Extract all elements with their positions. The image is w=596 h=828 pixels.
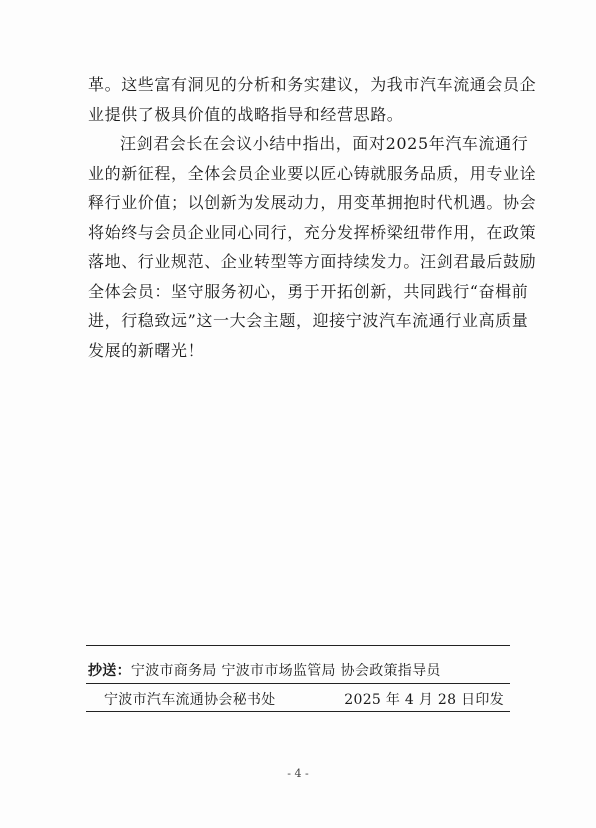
cc-label: 抄送： xyxy=(88,663,131,679)
text-line: 释行业价值；以创新为发展动力，用变革拥抱时代机遇。协会 xyxy=(88,193,537,212)
text-line: 落地、行业规范、企业转型等方面持续发力。汪剑君最后鼓励 xyxy=(88,252,537,271)
footer-middle-rule xyxy=(86,683,510,684)
body-text xyxy=(88,70,537,365)
issuer: 宁波市汽车流通协会秘书处 xyxy=(104,692,276,708)
text-line: 进，行稳致远”这一大会主题，迎接宁波汽车流通行业高质量 xyxy=(88,311,529,330)
text-line: 全体会员：坚守服务初心，勇于开拓创新，共同践行“奋楫前 xyxy=(88,281,529,301)
text-line: 汪剑君会长在会议小结中指出，面对2025年汽车流通行 xyxy=(120,134,529,153)
paragraph-1 xyxy=(88,70,537,129)
paragraph-2 xyxy=(88,129,537,365)
cc-line xyxy=(88,660,441,680)
page-number: - 4 - xyxy=(287,767,309,780)
issue-date: 2025 年 4 月 28 日印发 xyxy=(344,692,504,708)
text-line: 革。这些富有洞见的分析和务实建议，为我市汽车流通会员企 xyxy=(88,75,537,94)
text-line: 业提供了极具价值的战略指导和经营思路。 xyxy=(88,104,404,124)
text-line: 发展的新曙光！ xyxy=(88,340,205,360)
footer-top-rule xyxy=(86,645,510,646)
footer-bottom-rule xyxy=(86,711,510,712)
text-line: 业的新征程，全体会员企业要以匠心铸就服务品质，用专业诠 xyxy=(88,163,537,183)
issuer-line xyxy=(104,689,504,709)
cc-recipients: 宁波市商务局 宁波市市场监管局 协会政策指导员 xyxy=(130,663,441,679)
text-line: 将始终与会员企业同心同行，充分发挥桥梁纽带作用，在政策 xyxy=(88,222,537,242)
